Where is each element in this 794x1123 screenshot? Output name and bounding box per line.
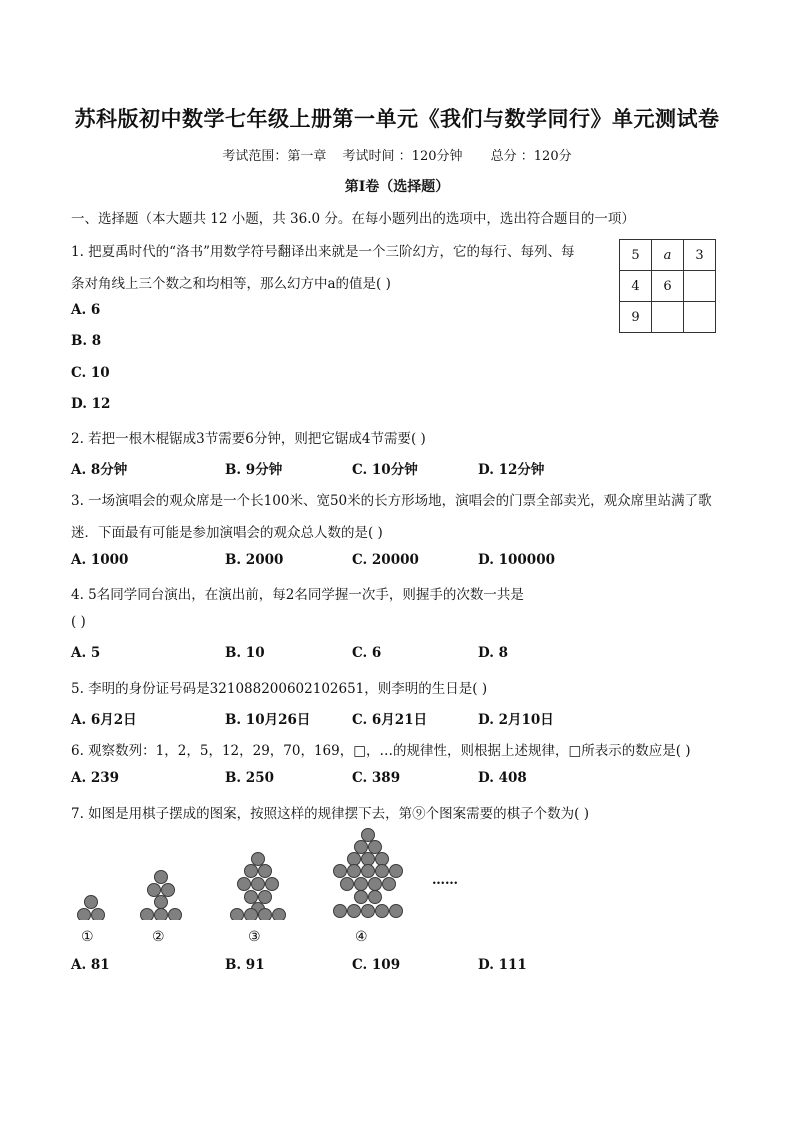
pattern-label-2: ② (152, 929, 165, 945)
pattern-2 (141, 871, 182, 921)
q4-option-a: A. 5 (71, 645, 101, 661)
exam-meta (0, 145, 794, 164)
pattern-label-1: ① (81, 929, 94, 945)
magic-cell: 4 (620, 271, 652, 302)
pattern-ellipsis: …… (432, 873, 458, 888)
q3-stem-line1: 3. 一场演唱会的观众席是一个长100米、宽50米的长方形场地，演唱会的门票全部卖光，观众席里站满了歌 (71, 493, 712, 509)
pattern-label-4: ④ (355, 929, 368, 945)
q3-option-a: A. 1000 (71, 552, 129, 568)
q2-option-c: C. 10分钟 (352, 462, 418, 478)
pattern-label-3: ③ (248, 929, 261, 945)
magic-cell (652, 302, 684, 333)
magic-cell: 9 (620, 302, 652, 333)
q7-option-b: B. 91 (225, 957, 265, 973)
q3-stem-line2: 迷．下面最有可能是参加演唱会的观众总人数的是( ) (71, 525, 383, 541)
q3-option-d: D. 100000 (478, 552, 555, 568)
exam-time: 考试时间 ：120分钟 (342, 149, 463, 164)
q5-stem: 5. 李明的身份证号码是321088200602102651，则李明的生日是( ) (71, 681, 488, 697)
q7-option-d: D. 111 (478, 957, 527, 973)
magic-cell: 6 (652, 271, 684, 302)
q7-option-a: A. 81 (71, 957, 110, 973)
q1-stem-line2: 条对角线上三个数之和均相等，那么幻方中a的值是( ) (71, 276, 391, 292)
q6-option-c: C. 389 (352, 770, 401, 786)
q4-stem-line2: ( ) (71, 614, 86, 630)
q5-option-c: C. 6月21日 (352, 712, 428, 728)
magic-square-grid (619, 239, 716, 333)
q5-option-d: D. 2月10日 (478, 712, 554, 728)
magic-cell: 5 (620, 240, 652, 271)
q2-option-a: A. 8分钟 (71, 462, 128, 478)
page-title: 苏科版初中数学七年级上册第一单元《我们与数学同行》单元测试卷 (74, 106, 720, 131)
q6-stem: 6. 观察数列：1，2，5，12，29，70，169，□，…的规律性，则根据上述规律，□所表示的数应是( ) (71, 743, 691, 759)
pattern-3 (231, 853, 286, 921)
magic-cell: 3 (684, 240, 716, 271)
exam-score: 总分 ：120分 (490, 149, 572, 164)
magic-cell (684, 271, 716, 302)
q1-option-b: B. 8 (71, 333, 102, 349)
q3-option-c: C. 20000 (352, 552, 419, 568)
q5-option-b: B. 10月26日 (225, 712, 311, 728)
q4-option-b: B. 10 (225, 645, 265, 661)
q6-option-b: B. 250 (225, 770, 274, 786)
q1-stem-line1: 1. 把夏禹时代的“洛书”用数学符号翻译出来就是一个三阶幻方，它的每行、每列、每 (71, 244, 575, 260)
pattern-1 (78, 896, 105, 921)
q4-option-d: D. 8 (478, 645, 509, 661)
q2-stem: 2. 若把一根木棍锯成3节需要6分钟，则把它锯成4节需要( ) (71, 431, 426, 447)
q1-option-c: C. 10 (71, 365, 110, 381)
magic-cell: a (652, 240, 684, 271)
q7-option-c: C. 109 (352, 957, 401, 973)
q6-option-a: A. 239 (71, 770, 120, 786)
q3-option-b: B. 2000 (225, 552, 284, 568)
q5-option-a: A. 6月2日 (71, 712, 137, 728)
magic-cell (684, 302, 716, 333)
q7-stem: 7. 如图是用棋子摆成的图案，按照这样的规律摆下去，第⑨个图案需要的棋子个数为( ) (71, 806, 589, 822)
chess-pattern-figure (0, 820, 794, 920)
q1-option-a: A. 6 (71, 302, 101, 318)
q2-option-b: B. 9分钟 (225, 462, 283, 478)
q2-option-d: D. 12分钟 (478, 462, 545, 478)
pattern-4 (334, 829, 403, 918)
q4-option-c: C. 6 (352, 645, 382, 661)
q6-option-d: D. 408 (478, 770, 527, 786)
volume-heading: 第Ⅰ卷（选择题） (344, 179, 450, 195)
section-heading: 一、选择题（本大题共 12 小题，共 36.0 分。在每小题列出的选项中，选出符合题目的一项） (71, 211, 635, 227)
q4-stem-line1: 4. 5名同学同台演出，在演出前，每2名同学握一次手，则握手的次数一共是 (71, 587, 524, 603)
q1-option-d: D. 12 (71, 396, 111, 412)
exam-range: 考试范围：第一章 (222, 149, 327, 164)
